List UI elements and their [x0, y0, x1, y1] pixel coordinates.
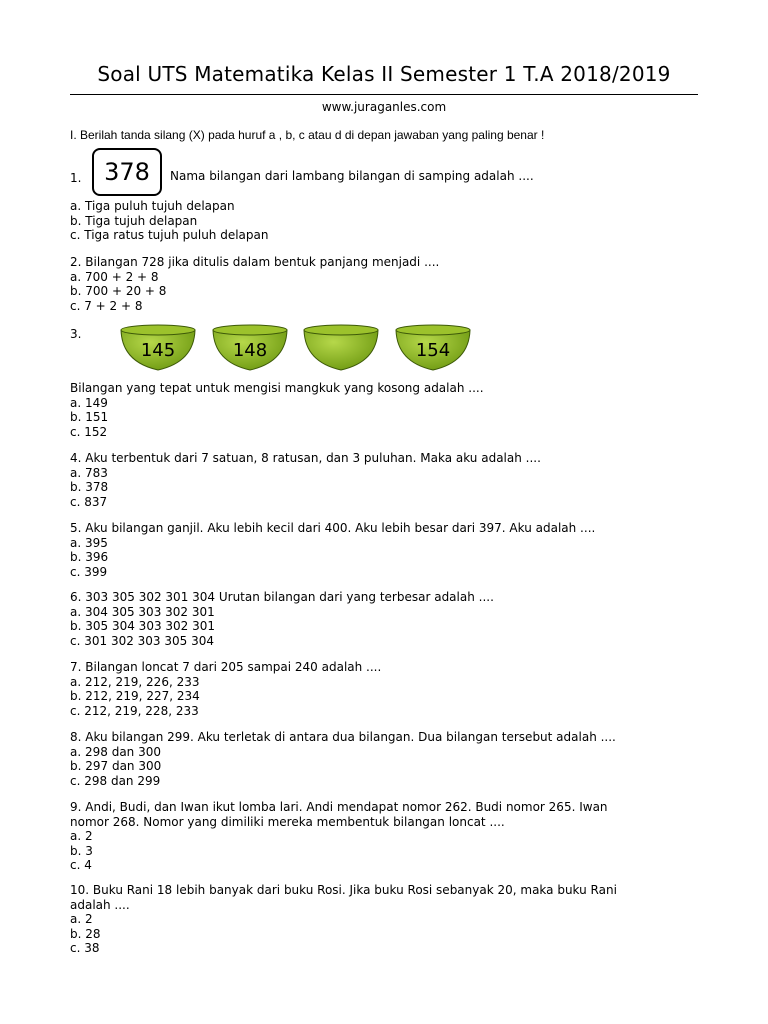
q1-option-a: a. Tiga puluh tujuh delapan — [70, 199, 235, 213]
q3-option-b: b. 151 — [70, 410, 109, 424]
q10-option-a: a. 2 — [70, 912, 93, 926]
q8-option-a: a. 298 dan 300 — [70, 744, 161, 759]
q2-option-a: a. 700 + 2 + 8 — [70, 269, 159, 284]
q1-option-b: b. Tiga tujuh delapan — [70, 213, 198, 228]
bowl-2 — [210, 322, 290, 374]
q6-option-c: c. 301 302 303 305 304 — [70, 633, 215, 648]
q4-option-c: c. 837 — [70, 494, 108, 509]
q9-question-line-2: nomor 268. Nomor yang dimiliki mereka membentuk bilangan loncat .... — [70, 814, 505, 829]
question-3 — [70, 381, 710, 439]
q9-question-line-1: 9. Andi, Budi, dan Iwan ikut lomba lari. Andi mendapat nomor 262. Budi nomor 265. Iwan — [70, 800, 608, 814]
q10-question-line-2: adalah .... — [70, 897, 130, 912]
q2-question: 2. Bilangan 728 jika ditulis dalam bentuk panjang menjadi .... — [70, 255, 440, 269]
bowl-1-label: 145 — [140, 340, 176, 361]
page-title: Soal UTS Matematika Kelas II Semester 1 T.A 2018/2019 — [97, 62, 671, 86]
q1-number-box: 378 — [92, 148, 162, 196]
q10-question-line-1: 10. Buku Rani 18 lebih banyak dari buku Rosi. Jika buku Rosi sebanyak 20, maka buku Rani — [70, 883, 617, 897]
q4-option-a: a. 783 — [70, 465, 108, 480]
bowl-2-label: 148 — [232, 340, 268, 361]
q9-option-a: a. 2 — [70, 829, 93, 843]
q6-question: 6. 303 305 302 301 304 Urutan bilangan dari yang terbesar adalah .... — [70, 590, 494, 604]
bowl-4 — [393, 322, 473, 374]
bowl-1 — [118, 322, 198, 374]
website-url: www.juraganles.com — [321, 100, 447, 114]
q7-option-c: c. 212, 219, 228, 233 — [70, 703, 199, 718]
q7-option-a: a. 212, 219, 226, 233 — [70, 674, 200, 689]
q1-option-c: c. Tiga ratus tujuh puluh delapan — [70, 228, 269, 242]
q3-question: Bilangan yang tepat untuk mengisi mangkuk yang kosong adalah .... — [70, 381, 484, 395]
q3-option-c: c. 152 — [70, 424, 108, 439]
q1-options — [70, 199, 710, 243]
bowl-4-label: 154 — [415, 340, 451, 361]
question-10 — [70, 883, 710, 956]
title-rule — [70, 94, 698, 95]
q5-option-a: a. 395 — [70, 535, 108, 550]
q1-question-text: Nama bilangan dari lambang bilangan di samping adalah .... — [170, 169, 534, 183]
q9-option-c: c. 4 — [70, 858, 92, 872]
instruction-text: I. Berilah tanda silang (X) pada huruf a , b, c atau d di depan jawaban yang paling benar ! — [70, 128, 545, 142]
q9-option-b: b. 3 — [70, 843, 93, 858]
q3-number: 3. — [70, 327, 82, 341]
q6-option-a: a. 304 305 303 302 301 — [70, 604, 215, 619]
question-4 — [70, 451, 710, 509]
q6-option-b: b. 305 304 303 302 301 — [70, 619, 216, 633]
q7-option-b: b. 212, 219, 227, 234 — [70, 689, 200, 703]
q10-option-c: c. 38 — [70, 941, 100, 955]
q4-question: 4. Aku terbentuk dari 7 satuan, 8 ratusan, dan 3 puluhan. Maka aku adalah .... — [70, 451, 541, 465]
q1-number: 1. — [70, 171, 82, 185]
q5-option-c: c. 399 — [70, 564, 108, 579]
q7-question: 7. Bilangan loncat 7 dari 205 sampai 240 adalah .... — [70, 660, 382, 674]
question-6 — [70, 590, 710, 648]
q8-option-b: b. 297 dan 300 — [70, 759, 162, 773]
q5-question: 5. Aku bilangan ganjil. Aku lebih kecil dari 400. Aku lebih besar dari 397. Aku adalah .... — [70, 521, 596, 535]
question-5 — [70, 521, 710, 579]
q2-option-c: c. 7 + 2 + 8 — [70, 298, 143, 313]
question-2 — [70, 255, 710, 313]
question-9 — [70, 800, 710, 873]
q10-option-b: b. 28 — [70, 926, 101, 941]
q8-option-c: c. 298 dan 299 — [70, 773, 161, 788]
q5-option-b: b. 396 — [70, 550, 109, 564]
q2-option-b: b. 700 + 20 + 8 — [70, 284, 167, 298]
q4-option-b: b. 378 — [70, 480, 109, 494]
question-7 — [70, 660, 710, 718]
q3-option-a: a. 149 — [70, 395, 108, 410]
q8-question: 8. Aku bilangan 299. Aku terletak di antara dua bilangan. Dua bilangan tersebut adalah .... — [70, 730, 616, 744]
question-8 — [70, 730, 710, 788]
bowl-3-empty — [301, 322, 381, 374]
